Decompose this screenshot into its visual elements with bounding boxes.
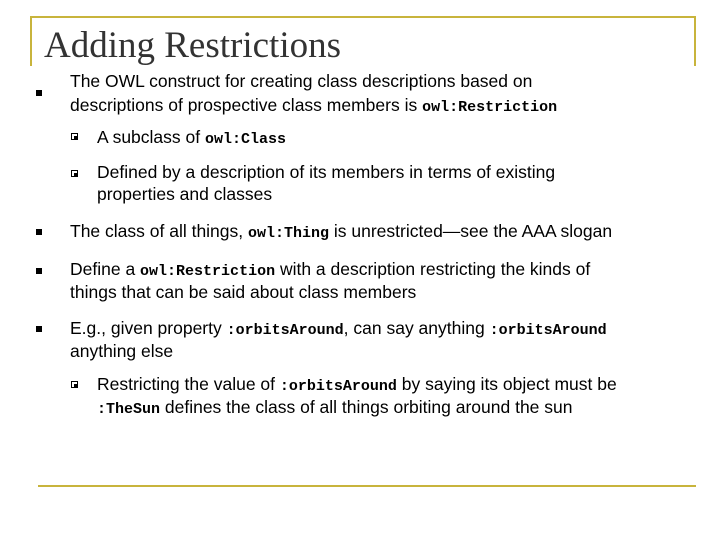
bullet-icon [36,268,42,274]
bullet-item-3 [70,258,590,283]
sub-bullet-icon [71,133,78,140]
sub-item-2 [97,161,555,183]
bullet-item-1-line2 [70,94,557,119]
item-4-line2: anything else [70,341,174,361]
slide-title: Adding Restrictions [44,25,342,66]
sub-bullet-icon [71,381,78,388]
bullet-item-4 [70,317,607,342]
sub-item-2-line2 [97,183,272,205]
sub-item-2-line2-text: properties and classes [97,184,273,204]
bullet-item-2 [70,220,612,245]
item-4-text: E.g., given property [70,318,227,338]
sub-item-1-code: owl:Class [204,131,286,148]
sub-item-3-suffix: by saying its object must be [396,374,617,394]
item-1-code: owl:Restriction [422,99,558,116]
sub-item-3-line2-text: defines the class of all things orbiting around the sun [160,397,573,417]
item-4-code2: :orbitsAround [489,322,607,339]
sub-item-3-line2 [97,396,573,421]
sub-item-3-line2-code: :TheSun [97,401,161,418]
bullet-item-3-line2 [70,281,416,303]
sub-bullet-icon [71,170,78,177]
item-2-code: owl:Thing [248,225,330,242]
bullet-icon [36,229,42,235]
sub-item-2-line1: Defined by a description of its members in terms of existing [97,162,556,182]
item-3-line2: things that can be said about class members [70,282,417,302]
bullet-icon [36,326,42,332]
bottom-rule [38,485,696,487]
sub-item-1-text: A subclass of [97,127,205,147]
sub-item-3-text: Restricting the value of [97,374,280,394]
item-4-code1: :orbitsAround [226,322,344,339]
item-3-code: owl:Restriction [140,263,276,280]
top-rule [30,16,696,18]
left-rule [30,16,32,66]
bullet-icon [36,90,42,96]
item-2-text: The class of all things, [70,221,248,241]
sub-item-3-code: :orbitsAround [279,378,397,395]
bullet-item-1 [70,70,532,92]
sub-item-1 [97,126,286,151]
item-2-suffix: is unrestricted—see the AAA slogan [329,221,613,241]
right-rule [694,16,696,66]
item-1-line1: The OWL construct for creating class descriptions based on [70,71,533,91]
item-4-middle: , can say anything [343,318,490,338]
item-3-text: Define a [70,259,141,279]
sub-item-3 [97,373,617,398]
item-3-suffix: with a description restricting the kinds of [275,259,591,279]
bullet-item-4-line2 [70,340,173,362]
item-1-line2-text: descriptions of prospective class members is [70,95,423,115]
